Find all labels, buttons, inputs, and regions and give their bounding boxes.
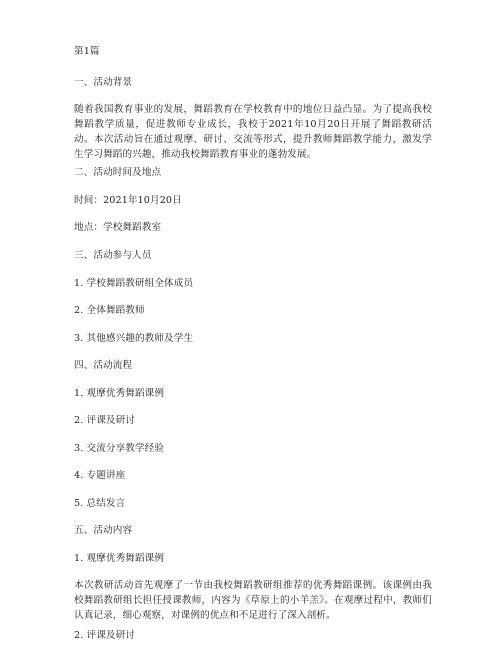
list-item: 1. 学校舞蹈教研组全体成员 <box>74 278 194 289</box>
list-item: 2. 全体舞蹈教师 <box>74 305 145 316</box>
part-label: 第1篇 <box>74 46 100 57</box>
section-heading-content: 五、活动内容 <box>74 525 133 536</box>
subheading-review: 2. 评课及研讨 <box>74 630 135 641</box>
place-line: 地点：学校舞蹈教室 <box>74 222 162 233</box>
list-item: 5. 总结发言 <box>74 498 126 509</box>
paragraph-observe: 本次教研活动首先观摩了一节由我校舞蹈教研组推荐的优秀舞蹈课例。该课例由我校舞蹈教研组长担任授课教师，内容为《草原上的小羊羔》。在观摩过程中，教师们认真记录，细心观察，对课例的优点和不足进行了深入剖析。 <box>74 580 432 621</box>
section-heading-time-place: 二、活动时间及地点 <box>74 167 162 178</box>
list-item: 3. 其他感兴趣的教师及学生 <box>74 333 194 344</box>
paragraph-background: 随着我国教育事业的发展，舞蹈教育在学校教育中的地位日益凸显。为了提高我校舞蹈教学质量，促进教师专业成长，我校于2021年10月20日开展了舞蹈教研活动。本次活动旨在通过观摩、研讨、交流等形式，提升教师舞蹈教学能力，激发学生学习舞蹈的兴趣，推动我校舞蹈教育事业的蓬勃发展。 <box>74 104 432 160</box>
section-heading-background: 一、活动背景 <box>74 77 133 88</box>
subheading-observe: 1. 观摩优秀舞蹈课例 <box>74 553 165 564</box>
time-line: 时间：2021年10月20日 <box>74 195 182 206</box>
section-heading-participants: 三、活动参与人员 <box>74 250 152 261</box>
section-heading-process: 四、活动流程 <box>74 360 133 371</box>
list-item: 2. 评课及研讨 <box>74 415 135 426</box>
list-item: 1. 观摩优秀舞蹈课例 <box>74 388 165 399</box>
list-item: 4. 专题讲座 <box>74 470 126 481</box>
list-item: 3. 交流分享教学经验 <box>74 443 165 454</box>
